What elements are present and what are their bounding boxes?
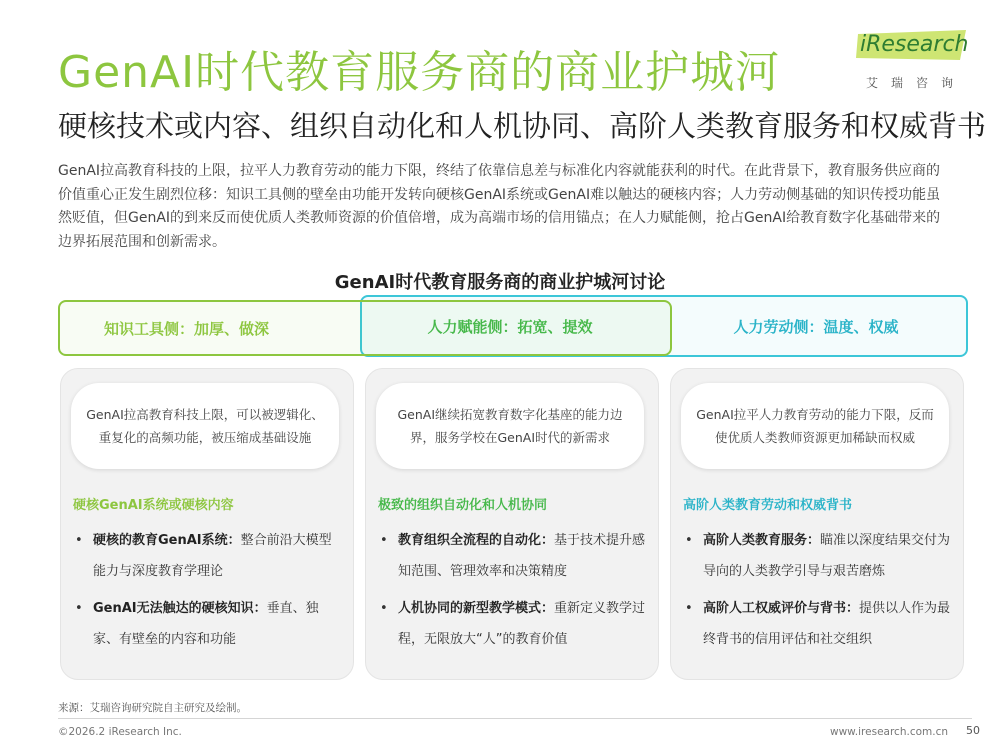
source-note: 来源：艾瑞咨询研究院自主研究及绘制。 bbox=[58, 702, 247, 714]
box-empowerment-label: 人力赋能侧：拓宽、提效 bbox=[427, 317, 593, 336]
column-bullet-list bbox=[683, 525, 951, 655]
intro-paragraph: GenAI拉高教育科技的上限，拉平人力教育劳动的能力下限，终结了依靠信息差与标准化内容就能获利的时代。在此背景下，教育服务供应商的价值重心正发生剧烈位移：知识工具侧的壁垒由功能开发转向硬核GenAI系统或GenAI难以触达的硬核内容；人力劳动侧基础的知识传授功能虽然贬值，但GenAI的到来反而使优质人类教师资源的价值倍增，成为高端市场的信用锚点；在人力赋能侧，抢占GenAI给教育数字化基础带来的边界拓展范围和创新需求。 bbox=[58, 163, 941, 250]
column-bullet-list bbox=[378, 525, 646, 655]
column-heading: 硬核GenAI系统或硬核内容 bbox=[73, 498, 234, 513]
page-title: GenAI时代教育服务商的商业护城河 bbox=[58, 47, 781, 98]
logo-text: iResearch bbox=[860, 32, 969, 57]
column-knowledge-tool bbox=[60, 368, 354, 680]
column-heading: 极致的组织自动化和人机协同 bbox=[378, 498, 548, 513]
bullet-text: 垂直、独家、有壁垒的内容和功能 bbox=[93, 601, 319, 647]
column-empowerment bbox=[365, 368, 659, 680]
bullet-text: 瞄准以深度结果交付为导向的人类教学引导与艰苦磨炼 bbox=[703, 533, 951, 579]
list-item bbox=[683, 593, 951, 655]
bullet-bold: 人机协同的新型教学模式： bbox=[398, 601, 555, 616]
column-bullet-list bbox=[73, 525, 341, 655]
list-item bbox=[73, 593, 341, 655]
bullet-bold: 高阶人工权威评价与背书： bbox=[703, 601, 860, 616]
bullet-bold: 硬核的教育GenAI系统： bbox=[93, 533, 241, 548]
bullet-bold: 高阶人类教育服务： bbox=[703, 533, 821, 548]
bullet-bold: GenAI无法触达的硬核知识： bbox=[93, 601, 267, 616]
page-number: 50 bbox=[966, 724, 980, 737]
bullet-text: 重新定义教学过程，无限放大“人”的教育价值 bbox=[398, 601, 646, 647]
bullet-text: 提供以人作为最终背书的信用评估和社交组织 bbox=[703, 601, 951, 647]
list-item bbox=[378, 525, 646, 587]
list-item bbox=[683, 525, 951, 587]
bullet-text: 基于技术提升感知范围、管理效率和决策精度 bbox=[398, 533, 646, 579]
column-summary-bubble: GenAI继续拓宽教育数字化基座的能力边界，服务学校在GenAI时代的新需求 bbox=[376, 383, 644, 469]
footer-divider bbox=[58, 718, 972, 719]
column-labor bbox=[670, 368, 964, 680]
copyright-text: ©2026.2 iResearch Inc. bbox=[58, 726, 182, 738]
bullet-bold: 教育组织全流程的自动化： bbox=[398, 533, 555, 548]
logo-chinese-text: 艾瑞咨询 bbox=[866, 76, 967, 90]
page-subtitle: 硬核技术或内容、组织自动化和人机协同、高阶人类教育服务和权威背书 bbox=[58, 109, 987, 143]
list-item bbox=[378, 593, 646, 655]
box-knowledge-tool-label: 知识工具侧：加厚、做深 bbox=[104, 319, 270, 338]
column-summary-bubble: GenAI拉平人力教育劳动的能力下限，反而使优质人类教师资源更加稀缺而权威 bbox=[681, 383, 949, 469]
website-link[interactable]: www.iresearch.com.cn bbox=[830, 726, 949, 738]
diagram-heading: GenAI时代教育服务商的商业护城河讨论 bbox=[334, 272, 666, 293]
column-heading: 高阶人类教育劳动和权威背书 bbox=[683, 498, 853, 513]
box-labor-label: 人力劳动侧：温度、权威 bbox=[733, 317, 899, 336]
bullet-text: 整合前沿大模型能力与深度教育学理论 bbox=[93, 533, 332, 579]
column-summary-bubble: GenAI拉高教育科技上限，可以被逻辑化、重复化的高频功能，被压缩成基础设施 bbox=[71, 383, 339, 469]
iresearch-logo bbox=[856, 30, 972, 90]
list-item bbox=[73, 525, 341, 587]
